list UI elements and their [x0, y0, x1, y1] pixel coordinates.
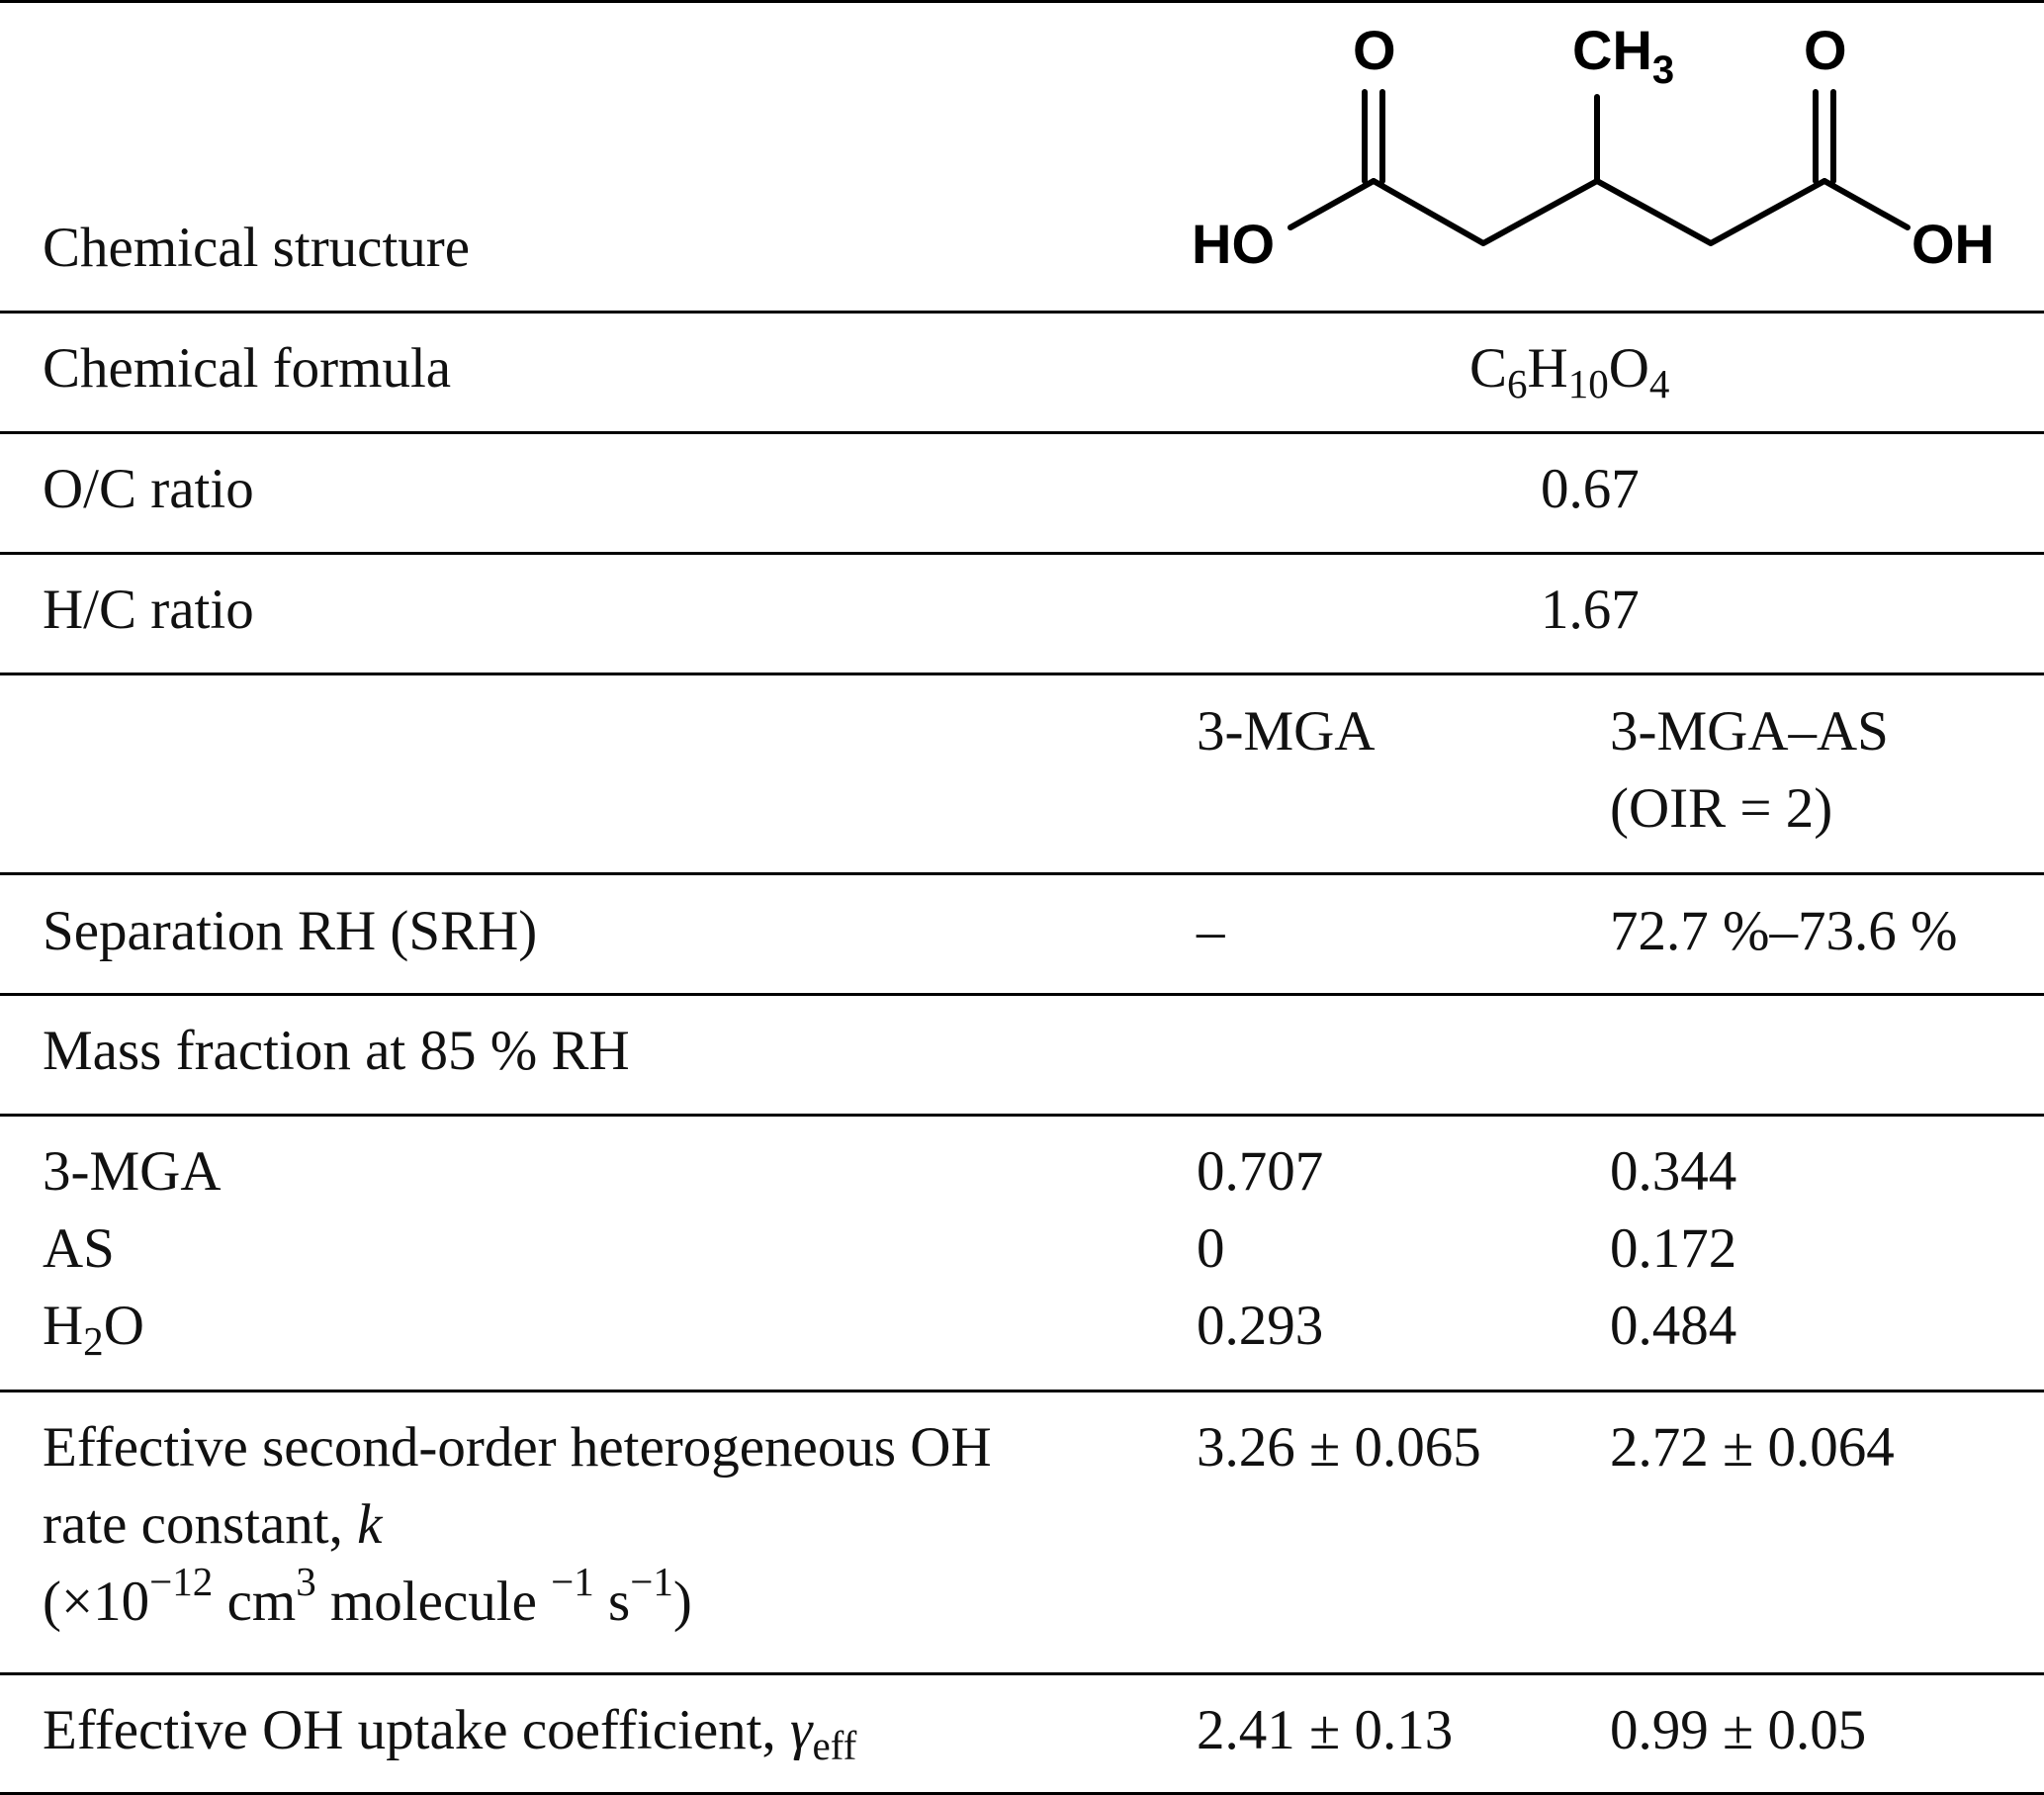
component-name: 3-MGA [43, 1140, 222, 1203]
column-header-oir: (OIR = 2) [1610, 777, 1833, 840]
row-label-rate-constant-line2: rate constant, k [43, 1493, 383, 1556]
component-value-3mga-as: 0.484 [1610, 1295, 1737, 1357]
row-label-hc-ratio: H/C ratio [43, 579, 254, 641]
table-rule [0, 993, 2044, 996]
component-value-3mga-as: 0.172 [1610, 1217, 1737, 1280]
component-value-3mga: 0 [1197, 1217, 1225, 1280]
row-label-oc-ratio: O/C ratio [43, 458, 254, 520]
table-rule [0, 673, 2044, 675]
row-label-rate-constant-line1: Effective second-order heterogeneous OH [43, 1416, 992, 1479]
table-rule [0, 1390, 2044, 1392]
row-label-uptake: Effective OH uptake coefficient, $\gamma_{eff}$ [43, 1699, 857, 1769]
oc-ratio-value: 0.67 [1541, 458, 1640, 520]
row-label-structure: Chemical structure [43, 217, 471, 279]
component-name: $H_2O$ [43, 1295, 144, 1365]
component-value-3mga: 0.293 [1197, 1295, 1324, 1357]
atom-label-oh: OH [1911, 213, 1995, 275]
formula-value: $C_6H_{10}O_4$ [1469, 337, 1670, 407]
component-value-3mga: 0.707 [1197, 1140, 1324, 1203]
rate-constant-value-3mga: 3.26 ± 0.065 [1197, 1416, 1481, 1479]
row-label-formula: Chemical formula [43, 337, 452, 400]
atom-label-ch3: $CH_3$ [1572, 19, 1675, 92]
uptake-value-3mga: 2.41 ± 0.13 [1197, 1699, 1454, 1761]
hc-ratio-value: 1.67 [1541, 579, 1640, 641]
srh-value-3mga-as: 72.7 %–73.6 % [1610, 900, 1958, 962]
row-label-mass-fraction: Mass fraction at 85 % RH [43, 1020, 630, 1082]
component-name: AS [43, 1217, 115, 1280]
table-rule [0, 552, 2044, 555]
table-rule [0, 872, 2044, 875]
uptake-value-3mga-as: 0.99 ± 0.05 [1610, 1699, 1867, 1761]
chemical-structure-diagram [1192, 18, 2012, 285]
atom-label-ho: HO [1192, 213, 1275, 275]
table-rule [0, 1114, 2044, 1117]
rate-constant-unit: ($\times 10^{-12}$ $cm^3$ molecule $^{-1}$ $s^{-1}$) [43, 1558, 692, 1633]
column-header-3mga-as: 3-MGA–AS [1610, 700, 1889, 763]
srh-value-3mga: – [1197, 900, 1225, 962]
atom-label-o-right: O [1804, 19, 1847, 81]
rate-constant-value-3mga-as: 2.72 ± 0.064 [1610, 1416, 1895, 1479]
table-rule [0, 431, 2044, 434]
component-value-3mga-as: 0.344 [1610, 1140, 1737, 1203]
table-rule [0, 1672, 2044, 1675]
table-rule [0, 311, 2044, 314]
row-label-srh: Separation RH (SRH) [43, 900, 538, 962]
atom-label-o-left: O [1353, 19, 1396, 81]
table-rule-top [0, 0, 2044, 3]
column-header-3mga: 3-MGA [1197, 700, 1376, 763]
